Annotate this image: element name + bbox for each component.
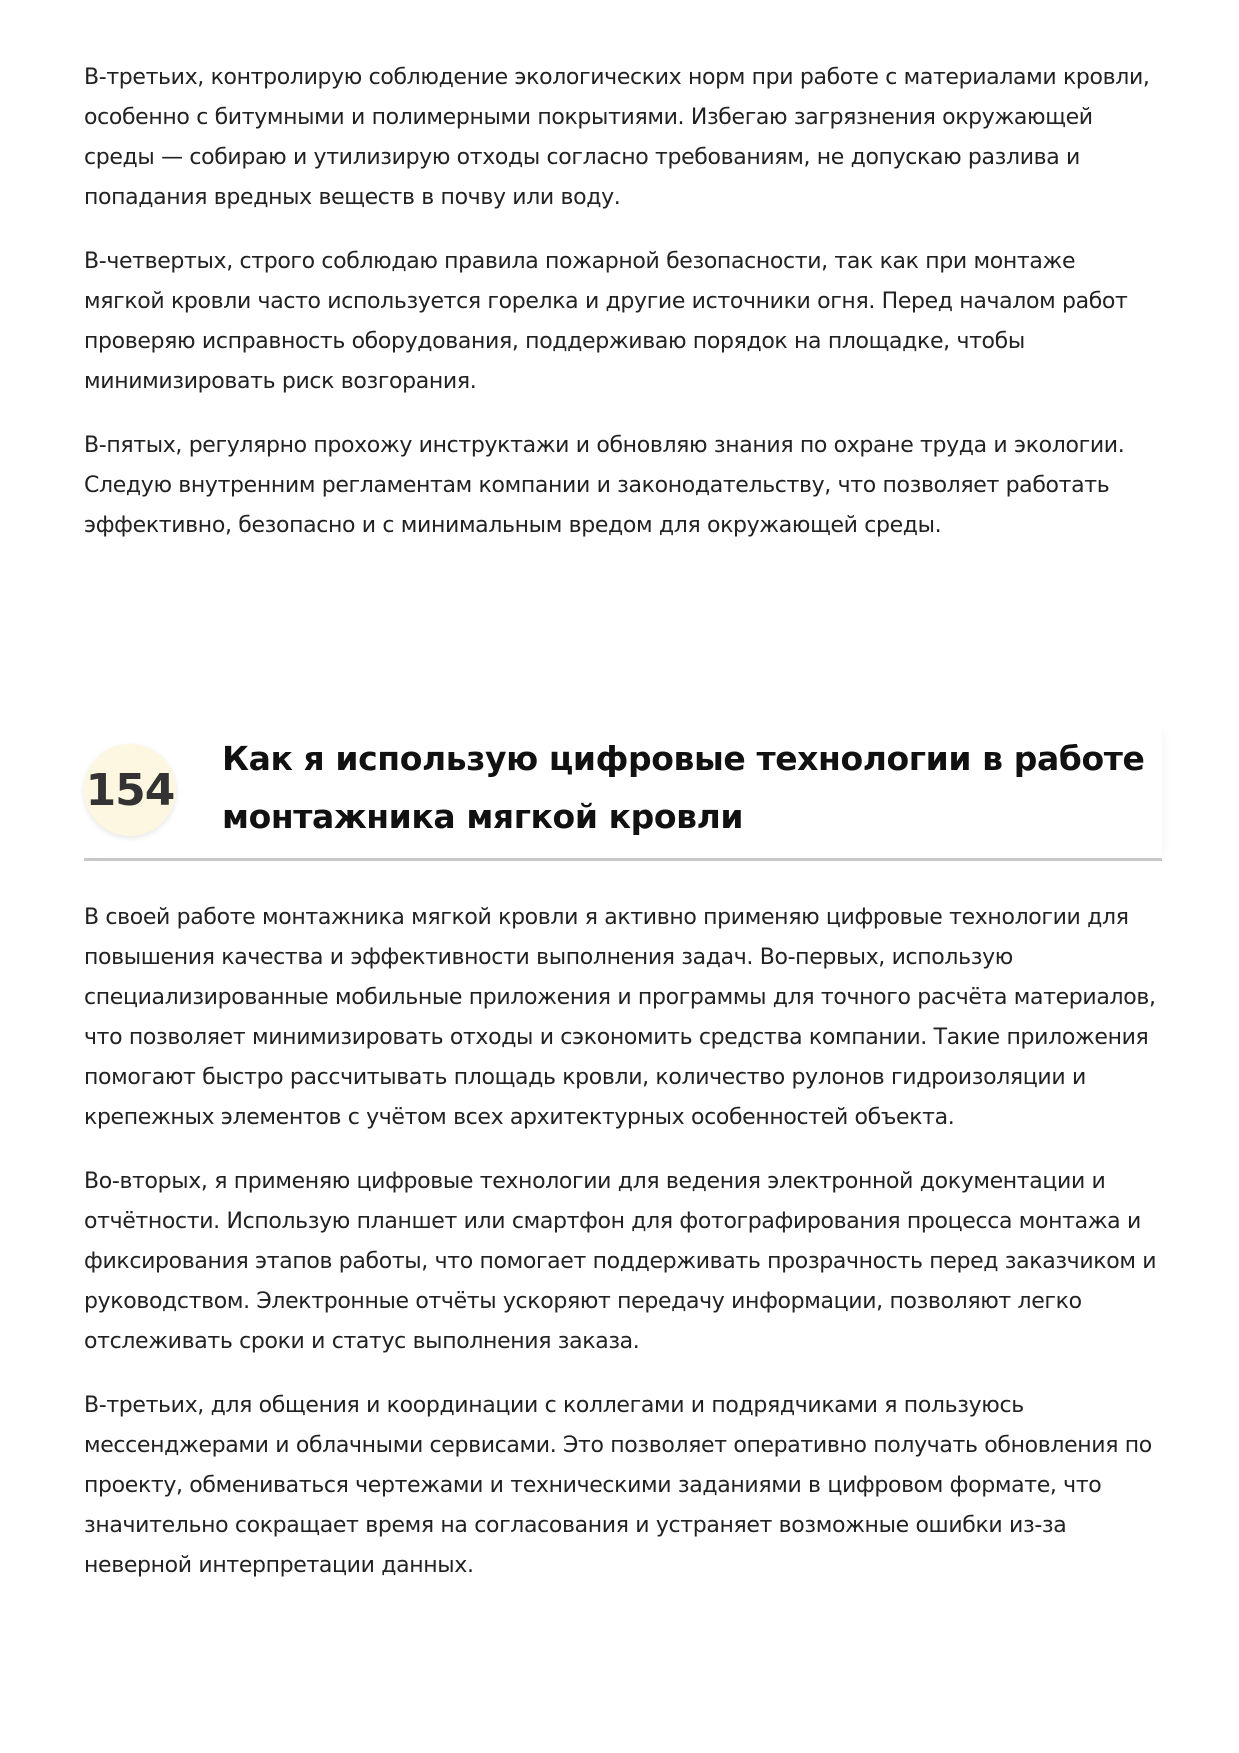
paragraph-mobile-apps: В своей работе монтажника мягкой кровли я активно применяю цифровые технологии для повышения качества и эффективности выполнения задач. Во-первых, использую специализированные мобильные приложения и программы для точного расчёта материалов, что позволяет минимизировать отходы и сэкономить средства компании. Такие приложения помогают быстро рассчитывать площадь кровли, количество рулонов гидроизоляции и крепежных элементов с учётом всех архитектурных особенностей объекта. [84,905,1156,1130]
chapter-number-badge: 154 [84,744,176,836]
section-title: Как я использую цифровые технологии в работе монтажника мягкой кровли [222,739,1145,836]
section-header [84,724,1162,861]
intro-text [84,58,1162,570]
paragraph-fire-safety: В-четвертых, строго соблюдаю правила пожарной безопасности, так как при монтаже мягкой кровли часто используется горелка и другие источники огня. Перед началом работ проверяю исправность оборудования, поддерживаю порядок на площадке, чтобы минимизировать риск возгорания. [84,249,1128,394]
paragraph-communication: В-третьих, для общения и координации с коллегами и подрядчиками я пользуюсь мессенджерами и облачными сервисами. Это позволяет оперативно получать обновления по проекту, обмениваться чертежами и техническими заданиями в цифровом формате, что значительно сокращает время на согласования и устраняет возможные ошибки из-за неверной интерпретации данных. [84,1393,1152,1578]
paragraph-ecology: В-третьих, контролирую соблюдение экологических норм при работе с материалами кровли, особенно с битумными и полимерными покрытиями. Избегаю загрязнения окружающей среды — собираю и утилизирую отходы согласно требованиям, не допускаю разлива и попадания вредных веществ в почву или воду. [84,65,1150,210]
paragraph-training: В-пятых, регулярно прохожу инструктажи и обновляю знания по охране труда и экологии. Следую внутренним регламентам компании и законодательству, что позволяет работать эффективно, безопасно и с минимальным вредом для окружающей среды. [84,433,1125,538]
section-body [84,898,1162,1610]
paragraph-documentation: Во-вторых, я применяю цифровые технологии для ведения электронной документации и отчётности. Использую планшет или смартфон для фотографирования процесса монтажа и фиксирования этапов работы, что помогает поддерживать прозрачность перед заказчиком и руководством. Электронные отчёты ускоряют передачу информации, позволяют легко отслеживать сроки и статус выполнения заказа. [84,1169,1157,1354]
